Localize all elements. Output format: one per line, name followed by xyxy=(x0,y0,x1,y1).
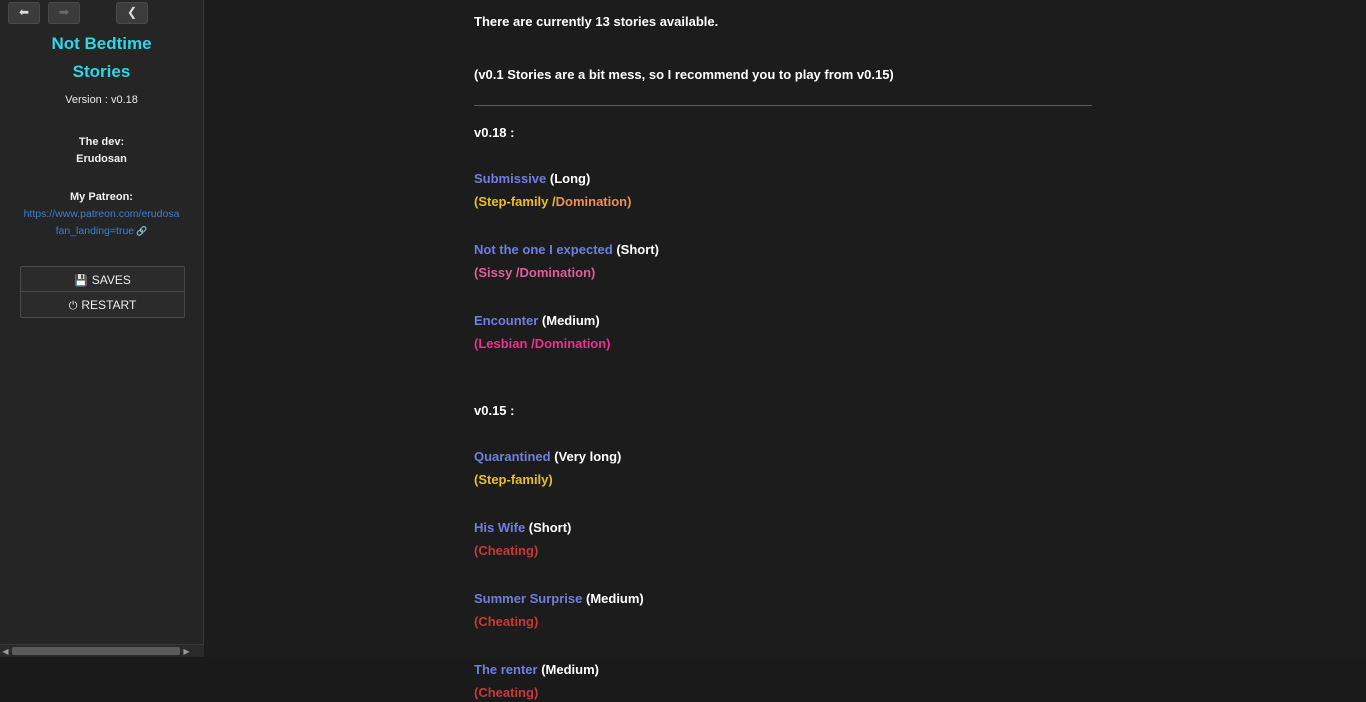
chevron-left-icon[interactable]: ❮ xyxy=(116,2,148,24)
restart-button[interactable] xyxy=(21,292,184,317)
intro-line-1: There are currently 13 stories available. xyxy=(474,14,719,29)
story-entry[interactable] xyxy=(474,590,1326,631)
patreon-label: My Patreon: xyxy=(70,191,133,203)
story-title-row xyxy=(474,312,1326,330)
story-tag: (Cheating) xyxy=(474,543,539,558)
story-link[interactable]: Encounter xyxy=(474,313,539,328)
scroll-right-arrow-icon[interactable]: ▶ xyxy=(183,646,190,656)
story-tag: Domination) xyxy=(555,194,632,209)
story-length: (Long) xyxy=(546,171,591,186)
story-tag: (Lesbian / xyxy=(474,336,535,351)
page-title-line2: Stories xyxy=(72,62,131,81)
dev-label: The dev: xyxy=(78,136,125,148)
story-tags xyxy=(474,542,1326,560)
story-tags xyxy=(474,335,1326,353)
story-entry[interactable] xyxy=(474,241,1326,282)
story-title-row xyxy=(474,590,1326,608)
floppy-disk-icon: 💾 xyxy=(74,275,88,287)
story-entry[interactable] xyxy=(474,448,1326,489)
story-entry[interactable] xyxy=(474,519,1326,560)
version-heading: v0.15 : xyxy=(474,403,515,418)
external-link-icon: 🔗 xyxy=(136,226,148,236)
story-tag: Domination) xyxy=(534,336,611,351)
page-title xyxy=(0,30,203,86)
story-title-row xyxy=(474,519,1326,537)
page-title-line1: Not Bedtime xyxy=(51,34,152,53)
story-tags xyxy=(474,471,1326,489)
version-label: Version : v0.18 xyxy=(65,94,138,106)
story-tag: (Cheating) xyxy=(474,614,539,629)
story-link[interactable]: The renter xyxy=(474,662,538,677)
power-icon: ⏻ xyxy=(68,300,78,312)
version-sections xyxy=(474,125,1326,702)
sidebar xyxy=(0,0,204,657)
section-gap xyxy=(474,353,1326,384)
story-tags xyxy=(474,613,1326,631)
story-length: (Medium) xyxy=(582,591,644,606)
story-length: (Short) xyxy=(525,520,572,535)
patreon-link[interactable] xyxy=(0,206,203,240)
sidebar-horizontal-scrollbar[interactable] xyxy=(0,644,204,657)
divider xyxy=(474,105,1092,106)
story-length: (Very long) xyxy=(550,449,622,464)
intro-line-2: (v0.1 Stories are a bit mess, so I recommend you to play from v0.15) xyxy=(474,67,894,82)
story-tag: (Step-family) xyxy=(474,472,553,487)
story-link[interactable]: Submissive xyxy=(474,171,547,186)
restart-button-label: RESTART xyxy=(81,298,137,312)
story-entry[interactable] xyxy=(474,312,1326,353)
patreon-url-line1: https://www.patreon.com/erudosa xyxy=(23,208,180,220)
main-content xyxy=(204,0,1366,700)
saves-button[interactable] xyxy=(21,267,184,292)
story-tags xyxy=(474,264,1326,282)
story-link[interactable]: Summer Surprise xyxy=(474,591,583,606)
story-length: (Medium) xyxy=(537,662,599,677)
sidebar-actions xyxy=(20,266,185,318)
saves-button-label: SAVES xyxy=(91,273,131,287)
story-tags xyxy=(474,684,1326,702)
story-tag: Domination) xyxy=(519,265,596,280)
arrow-left-icon[interactable]: ⬅ xyxy=(8,2,40,24)
story-entry[interactable] xyxy=(474,661,1326,702)
story-link[interactable]: Quarantined xyxy=(474,449,551,464)
story-title-row xyxy=(474,661,1326,679)
arrow-right-icon[interactable]: ➡ xyxy=(48,2,80,24)
story-tag: (Cheating) xyxy=(474,685,539,700)
story-link[interactable]: Not the one I expected xyxy=(474,242,613,257)
story-tags xyxy=(474,193,1326,211)
story-length: (Medium) xyxy=(538,313,600,328)
story-length: (Short) xyxy=(612,242,659,257)
story-list-container xyxy=(204,12,1366,702)
story-entry[interactable] xyxy=(474,170,1326,211)
story-title-row xyxy=(474,448,1326,466)
story-tag: (Step-family / xyxy=(474,194,556,209)
scroll-left-arrow-icon[interactable]: ◀ xyxy=(2,646,9,656)
patreon-url-line2: fan_landing=true xyxy=(55,225,135,237)
story-link[interactable]: His Wife xyxy=(474,520,526,535)
scrollbar-thumb[interactable] xyxy=(12,647,180,655)
story-title-row xyxy=(474,170,1326,188)
dev-name: Erudosan xyxy=(76,153,127,165)
developer-block xyxy=(0,134,203,168)
story-tag: (Sissy / xyxy=(474,265,520,280)
sidebar-nav-row xyxy=(0,0,203,24)
story-title-row xyxy=(474,241,1326,259)
version-heading: v0.18 : xyxy=(474,125,515,140)
